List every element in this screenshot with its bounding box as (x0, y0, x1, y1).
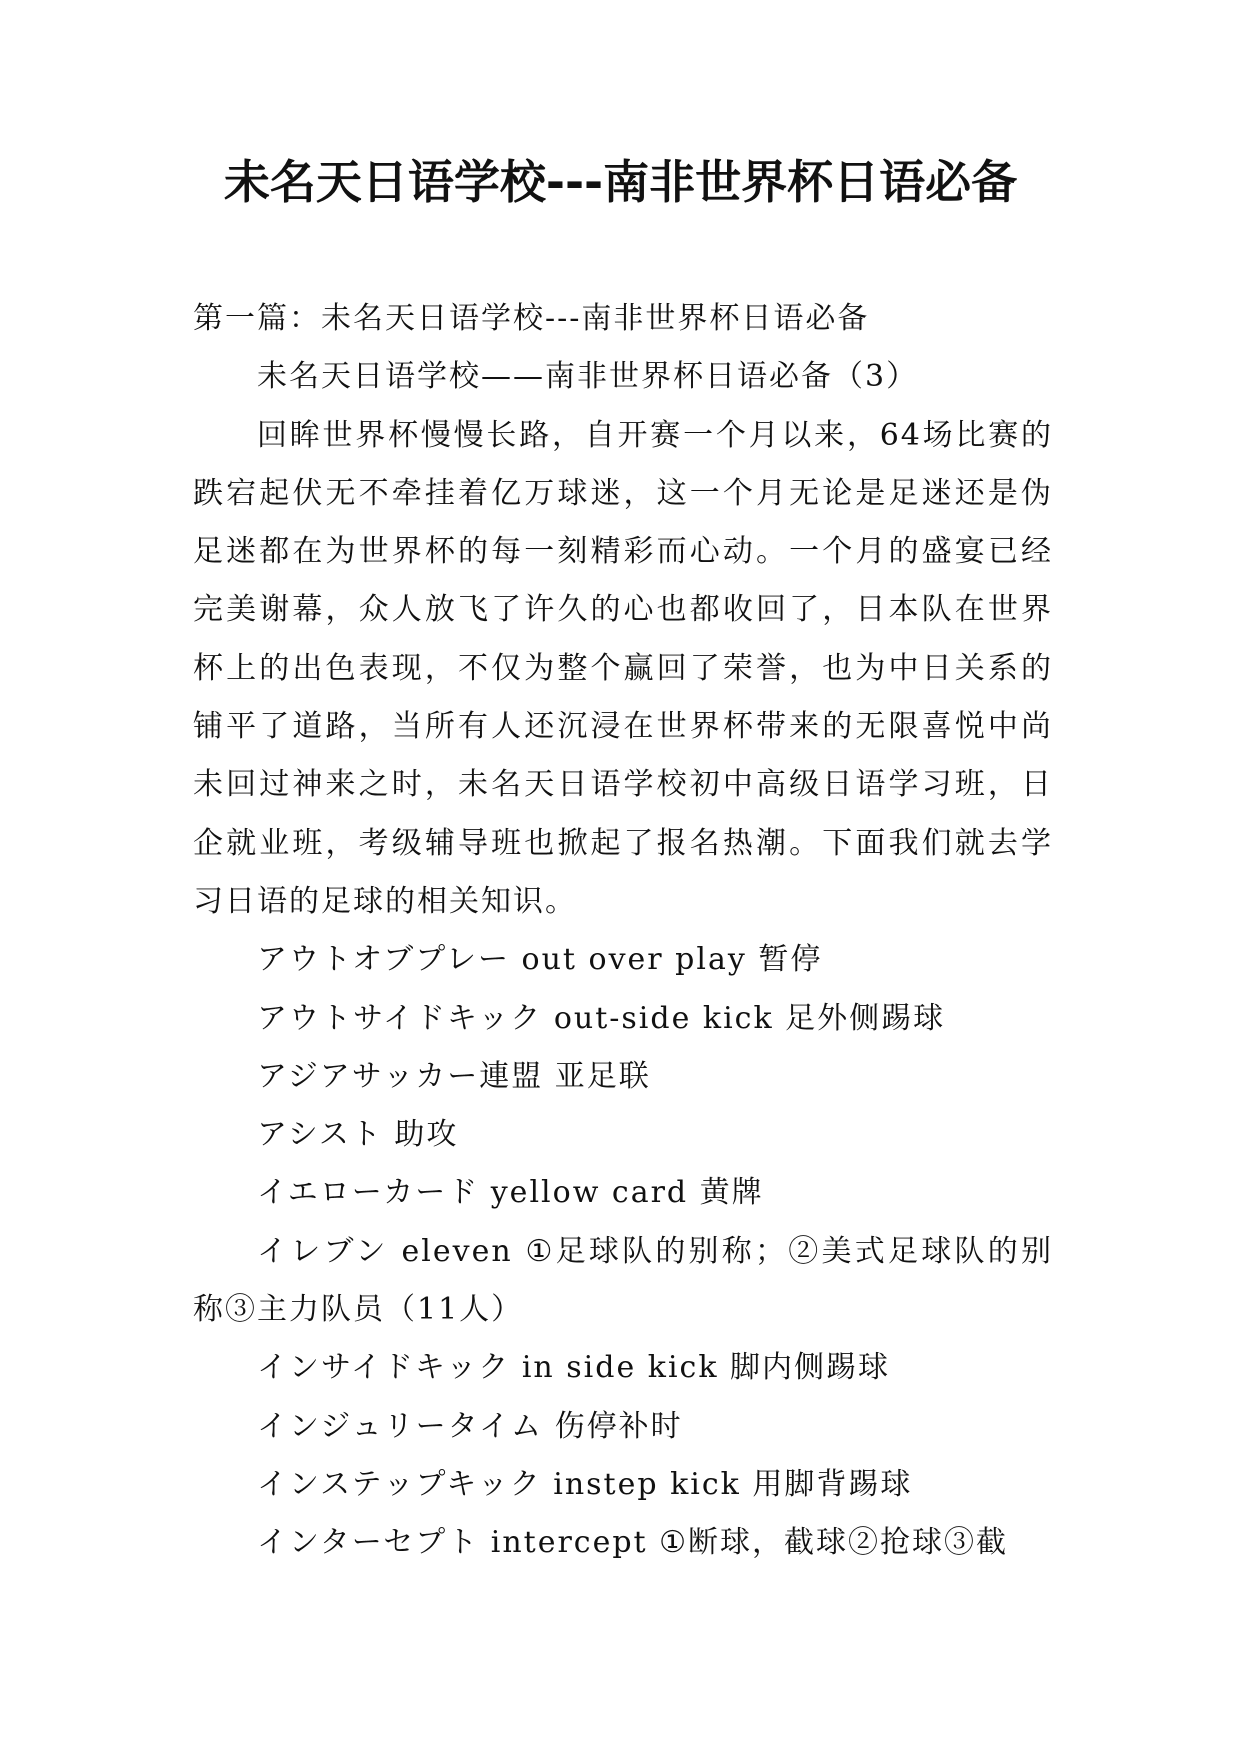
vocab-entry: イエローカード yellow card 黄牌 (257, 1175, 764, 1211)
subtitle: 未名天日语学校——南非世界杯日语必备（3） (257, 359, 919, 395)
document-title: 未名天日语学校---南非世界杯日语必备 (223, 155, 1018, 209)
vocab-entry: インジュリータイム 伤停补时 (257, 1408, 683, 1444)
vocab-entry: イレブン eleven ①足球队的别称；②美式足球队的别称③主力队员（11人） (193, 1233, 1053, 1328)
vocab-entry: アウトサイドキック out-side kick 足外侧踢球 (257, 1000, 946, 1036)
vocab-entry: アジアサッカー連盟 亚足联 (257, 1058, 651, 1094)
vocab-entry: アウトオブプレー out over play 暂停 (257, 942, 823, 978)
document-body (193, 290, 1053, 1573)
section-heading: 第一篇：未名天日语学校---南非世界杯日语必备 (193, 301, 870, 336)
vocab-entry: インサイドキック in side kick 脚内侧踢球 (257, 1350, 891, 1386)
vocab-entry: アシスト 助攻 (257, 1117, 459, 1153)
vocab-entry: インターセプト intercept ①断球，截球②抢球③截 (257, 1525, 1009, 1561)
intro-paragraph: 回眸世界杯慢慢长路，自开赛一个月以来，64场比赛的跌宕起伏无不牵挂着亿万球迷，这一个月无论是足迷还是伪足迷都在为世界杯的每一刻精彩而心动。一个月的盛宴已经完美谢幕，众人放飞了许久的心也都收回了，日本队在世界杯上的出色表现，不仅为整个赢回了荣誉，也为中日关系的铺平了道路，当所有人还沉浸在世界杯带来的无限喜悦中尚未回过神来之时，未名天日语学校初中高级日语学习班，日企就业班，考级辅导班也掀起了报名热潮。下面我们就去学习日语的足球的相关知识。 (193, 417, 1053, 919)
vocab-entry: インステップキック instep kick 用脚背踢球 (257, 1466, 913, 1502)
